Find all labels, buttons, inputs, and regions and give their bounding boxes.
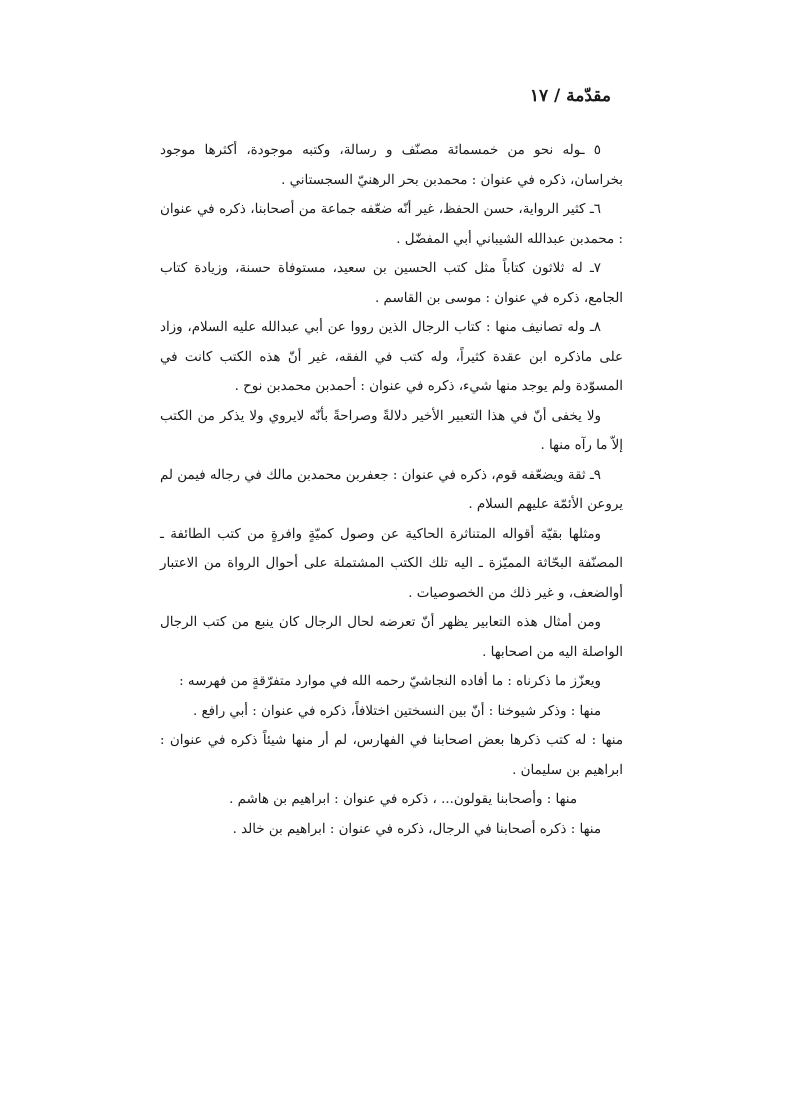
paragraph: ٥ ـوله نحو من خمسمائة مصنّف و رسالة، وكتبه موجودة، أكثرها موجود بخراسان، ذكره في عنوان : محمدبن بحر الرهنيّ السجستاني . bbox=[160, 143, 623, 188]
paragraph: منها : ذكره أصحابنا في الرجال، ذكره في عنوان : ابراهيم بن خالد . bbox=[232, 821, 601, 837]
paragraph: ٧ـ له ثلاثون كتاباً مثل كتب الحسين بن سعيد، مستوفاة حسنة، وزيادة كتاب الجامع، ذكره في عنوان : موسى بن القاسم . bbox=[160, 261, 623, 306]
paragraph: منها : وأصحابنا يقولون... ، ذكره في عنوان : ابراهيم بن هاشم . bbox=[229, 792, 577, 807]
paragraph: ومن أمثال هذه التعابير يظهر أنّ تعرضه لحال الرجال كان ينبع من كتب الرجال الواصلة اليه من اصحابها . bbox=[160, 615, 623, 660]
paragraph: ويعزّز ما ذكرناه : ما أفاده النجاشيّ رحمه الله في موارد متفرّقةٍ من فهرسه : bbox=[179, 674, 601, 689]
paragraph: ٩ـ ثقة ويضعّفه قوم، ذكره في عنوان : جعفربن محمدبن مالك في رجاله فيمن لم يروعن الأئمّة عليهم السلام . bbox=[160, 467, 623, 512]
paragraph: منها : له كتب ذكرها بعض اصحابنا في الفهارس، لم أر منها شيئاً ذكره في عنوان : ابراهيم بن سليمان . bbox=[160, 733, 623, 778]
paragraph: ٦ـ كثير الرواية، حسن الحفظ، غير أنّه ضعّفه جماعة من أصحابنا، ذكره في عنوان : محمدبن عبدالله الشيباني أبي المفضّل . bbox=[160, 202, 623, 247]
paragraph: ولا يخفى أنّ في هذا التعبير الأخير دلالةً وصراحةً بأنّه لايروي ولا يذكر من الكتب إلاّ ما رآه منها . bbox=[160, 408, 623, 453]
body-text bbox=[160, 136, 623, 844]
paragraph: ٨ـ وله تصانيف منها : كتاب الرجال الذين رووا عن أبي عبدالله عليه السلام، وزاد على ماذكره ابن عقدة كثيراً، وله كتب في الفقه، غير أنّ هذه الكتب كانت في المسوّدة ولم يوجد منها شيء، ذكره في عنوان : أحمدبن محمدبن نوح . bbox=[160, 320, 623, 394]
paragraph: ومثلها بقيّة أقواله المتناثرة الحاكية عن وصول كميّةٍ وافرةٍ من كتب الطائفة ـ المصنّفة البحّاثة المميّزة ـ اليه تلك الكتب المشتملة على أحوال الرواة من الاعتبار أوالضعف، و غير ذلك من الخصوصيات . bbox=[160, 526, 623, 601]
paragraph: منها : وذكر شيوخنا : أنّ بين النسختين اختلافاً، ذكره في عنوان : أبي رافع . bbox=[192, 703, 601, 719]
page-header: مقدّمة / ١٧ bbox=[529, 86, 611, 106]
